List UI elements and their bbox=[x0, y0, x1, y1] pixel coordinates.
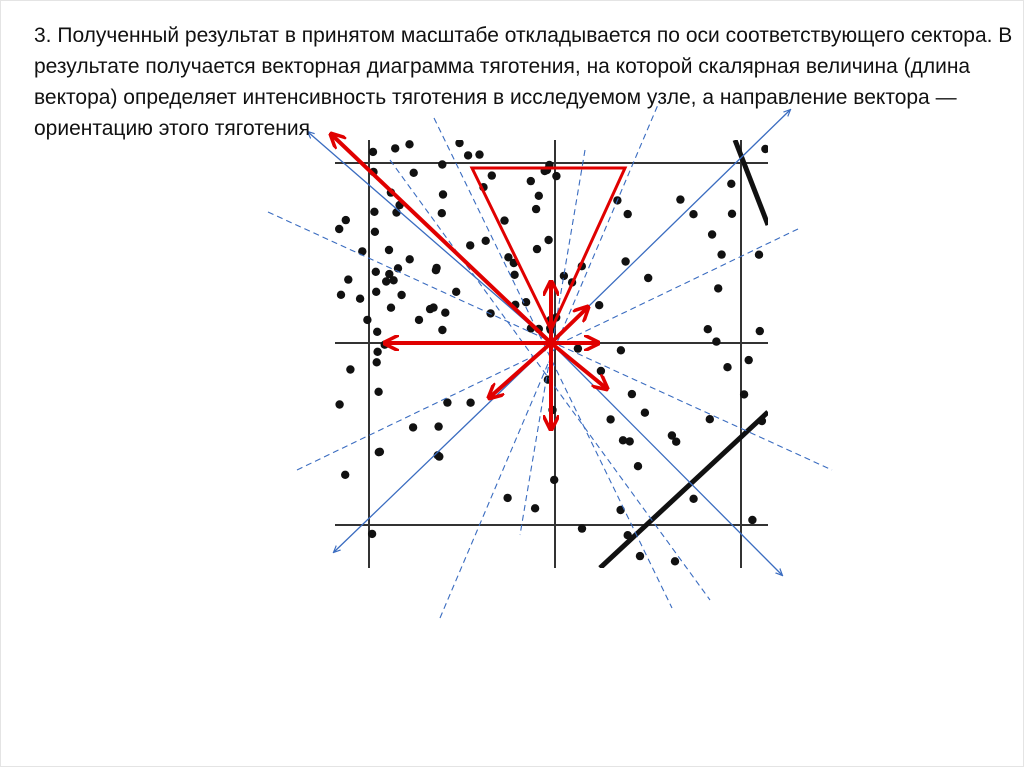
settlement-dot bbox=[532, 205, 540, 213]
settlement-dot bbox=[410, 169, 418, 177]
settlement-dot bbox=[531, 504, 539, 512]
settlement-dot bbox=[429, 303, 437, 311]
settlement-dot bbox=[689, 495, 697, 503]
settlement-dot bbox=[452, 288, 460, 296]
road-line bbox=[735, 140, 768, 225]
settlement-dot bbox=[346, 365, 354, 373]
settlement-dot bbox=[761, 145, 769, 153]
settlement-dot bbox=[415, 316, 423, 324]
settlement-dot bbox=[438, 326, 446, 334]
settlement-dot bbox=[636, 552, 644, 560]
settlement-dot bbox=[668, 431, 676, 439]
gravity-vectors bbox=[332, 135, 606, 428]
settlement-dot bbox=[335, 400, 343, 408]
settlement-dot bbox=[717, 250, 725, 258]
settlement-dot bbox=[621, 257, 629, 265]
settlement-dot bbox=[441, 309, 449, 317]
settlement-dot bbox=[708, 230, 716, 238]
settlement-dot bbox=[574, 344, 582, 352]
settlement-dot bbox=[689, 210, 697, 218]
settlement-dot bbox=[624, 531, 632, 539]
slide-paragraph: 3. Полученный результат в принятом масштабе откладывается по оси соответствующего сектора. В результате получается векторная диаграмма тяготения, на которой скалярная величина (длина вектора) определяет интенсивность тяготения в исследуемом узле, а направление вектора — ориентацию этого тяготения bbox=[34, 24, 1013, 140]
settlement-dot bbox=[371, 228, 379, 236]
gravity-vector-arrow bbox=[490, 343, 551, 397]
settlement-dot bbox=[704, 325, 712, 333]
settlement-dot bbox=[644, 274, 652, 282]
settlement-dot bbox=[676, 195, 684, 203]
settlement-dot bbox=[628, 390, 636, 398]
settlement-dot bbox=[432, 266, 440, 274]
settlement-dot bbox=[745, 356, 753, 364]
settlement-dot bbox=[409, 423, 417, 431]
settlement-dot bbox=[758, 417, 766, 425]
settlement-dot bbox=[624, 210, 632, 218]
settlement-dot bbox=[706, 415, 714, 423]
settlement-dot bbox=[475, 150, 483, 158]
settlement-dot bbox=[341, 471, 349, 479]
settlement-dot bbox=[488, 171, 496, 179]
settlement-dot bbox=[397, 291, 405, 299]
settlement-dot bbox=[527, 177, 535, 185]
settlement-dot bbox=[438, 160, 446, 168]
settlement-dot bbox=[385, 270, 393, 278]
settlement-dot bbox=[755, 251, 763, 259]
settlement-dot bbox=[342, 216, 350, 224]
settlement-dot bbox=[439, 190, 447, 198]
settlement-dot bbox=[597, 367, 605, 375]
settlement-dot bbox=[634, 462, 642, 470]
settlement-dot bbox=[595, 301, 603, 309]
settlement-dot bbox=[356, 295, 364, 303]
settlement-dot bbox=[619, 436, 627, 444]
settlement-dot bbox=[552, 172, 560, 180]
settlement-dot bbox=[500, 216, 508, 224]
settlement-dot bbox=[712, 337, 720, 345]
settlement-dot bbox=[372, 288, 380, 296]
node-point bbox=[546, 338, 556, 348]
settlement-dot bbox=[374, 388, 382, 396]
settlement-dot bbox=[382, 277, 390, 285]
settlement-dot bbox=[671, 557, 679, 565]
settlement-dot bbox=[335, 225, 343, 233]
settlement-dot bbox=[510, 271, 518, 279]
settlement-dot bbox=[466, 399, 474, 407]
settlement-dot bbox=[756, 327, 764, 335]
settlement-dot bbox=[740, 390, 748, 398]
settlement-dot bbox=[363, 316, 371, 324]
settlement-dot bbox=[337, 291, 345, 299]
settlement-dot bbox=[641, 409, 649, 417]
settlement-dot bbox=[723, 363, 731, 371]
settlement-dot bbox=[503, 494, 511, 502]
settlement-dot bbox=[368, 530, 376, 538]
settlement-dot bbox=[391, 144, 399, 152]
settlement-dot bbox=[714, 284, 722, 292]
settlement-dot bbox=[550, 476, 558, 484]
settlement-dot bbox=[434, 422, 442, 430]
settlement-dot bbox=[344, 275, 352, 283]
settlement-dot bbox=[466, 241, 474, 249]
settlement-dot bbox=[370, 208, 378, 216]
settlement-dot bbox=[369, 148, 377, 156]
settlement-dot bbox=[385, 246, 393, 254]
settlement-dot bbox=[373, 358, 381, 366]
settlement-dot bbox=[727, 180, 735, 188]
settlement-dot bbox=[373, 328, 381, 336]
settlement-dot bbox=[406, 255, 414, 263]
settlement-dot bbox=[482, 237, 490, 245]
sector-boundary-line bbox=[297, 228, 800, 470]
settlement-dot bbox=[578, 524, 586, 532]
settlement-dot bbox=[728, 210, 736, 218]
settlement-dot bbox=[533, 245, 541, 253]
settlement-dot bbox=[748, 516, 756, 524]
settlement-dot bbox=[606, 415, 614, 423]
settlement-dot bbox=[617, 346, 625, 354]
settlement-dot bbox=[504, 253, 512, 261]
settlement-dot bbox=[544, 236, 552, 244]
settlement-dot bbox=[464, 151, 472, 159]
settlement-dot bbox=[387, 304, 395, 312]
settlement-dot bbox=[376, 448, 384, 456]
settlement-dot bbox=[372, 268, 380, 276]
road-line bbox=[600, 412, 768, 568]
settlement-dot bbox=[373, 348, 381, 356]
settlement-dot bbox=[438, 209, 446, 217]
settlement-dot bbox=[535, 192, 543, 200]
